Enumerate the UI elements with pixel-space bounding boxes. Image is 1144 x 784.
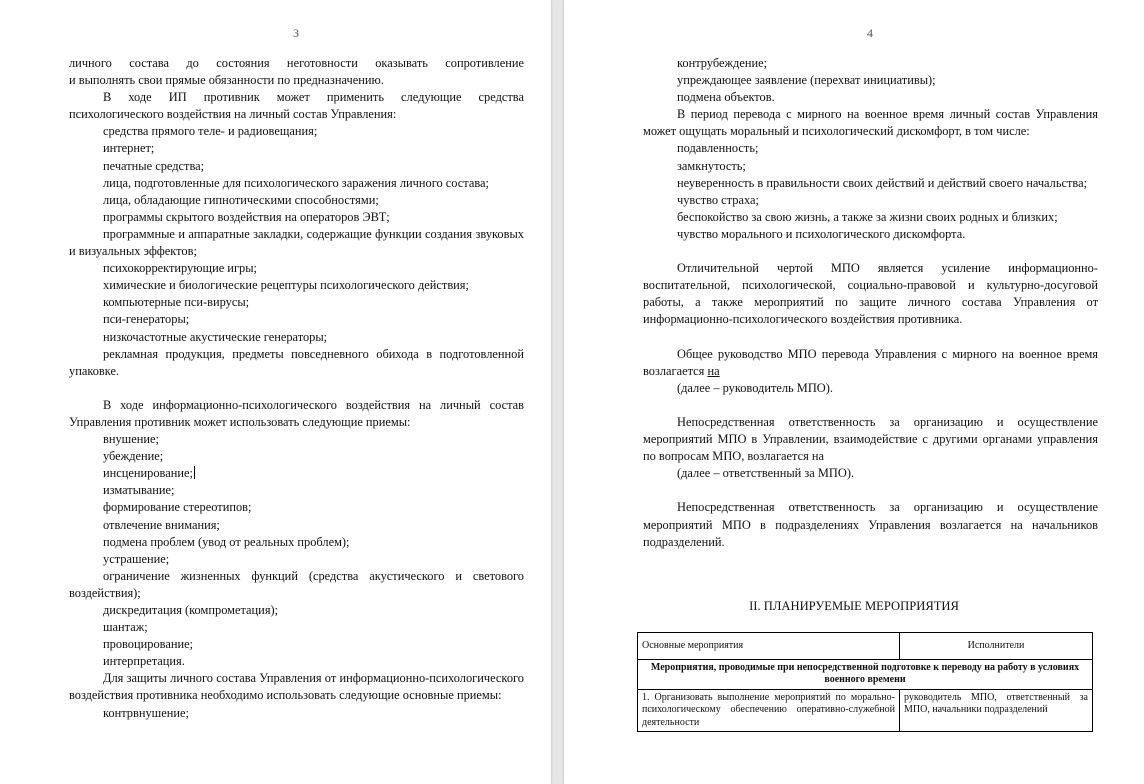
paragraph-mpo-feature: Отличительной чертой МПО является усиление информационно-воспитательной, психологической, социально-правовой и культурно-досуговой работы, а также мероприятий по защите личного состава Управления от информационно-психологического воздействия противника.	[643, 261, 1098, 327]
page-body	[69, 55, 524, 722]
table-cell: 1. Организовать выполнение мероприятий по морально-психологическому обеспечению оперативно-служебной деятельности	[638, 689, 900, 731]
table-section-cell: Мероприятия, проводимые при непосредственной подготовке к переводу на работу в условиях военного времени	[638, 660, 1093, 690]
table-header-row	[638, 633, 1093, 660]
paragraph-protection-intro: Для защиты личного состава Управления от информационно-психологического воздействия противника необходимо использовать следующие основные приемы:	[69, 671, 524, 703]
list-item: интерпретация.	[103, 654, 185, 669]
paragraph-techniques-intro: В ходе информационно-психологического воздействия на личный состав Управления противник может использовать следующие приемы:	[69, 397, 524, 429]
document-page-3	[0, 0, 551, 784]
list-item: компьютерные пси-вирусы;	[103, 295, 250, 310]
section-heading: II. ПЛАНИРУЕМЫЕ МЕРОПРИЯТИЯ	[749, 599, 959, 613]
text-line: и выполнять свои прямые обязанности по предназначению.	[69, 73, 384, 88]
text-cursor	[194, 466, 195, 479]
list-item: упреждающее заявление (перехват инициативы);	[677, 73, 936, 88]
list-item: внушение;	[103, 432, 159, 447]
list-item: неуверенность в правильности своих действий и действий своего начальства;	[677, 175, 1088, 190]
list-item: убеждение;	[103, 449, 164, 464]
list-item: устрашение;	[103, 551, 170, 566]
list-item: печатные средства;	[103, 158, 205, 173]
paragraph-means-intro: В ходе ИП противник может применить следующие средства психологического воздействия на личный состав Управления:	[69, 90, 524, 122]
list-item: формирование стереотипов;	[103, 500, 252, 515]
paragraph-text: Общее руководство МПО перевода Управления с мирного на военное время возлагается	[643, 346, 1098, 378]
list-item: ограничение жизненных функций (средства акустического и светового воздействия);	[69, 568, 524, 600]
document-page-4	[564, 0, 1144, 784]
list-item: дискредитация (компрометация);	[103, 603, 279, 617]
list-item: изматывание;	[103, 483, 175, 498]
list-item: замкнутость;	[677, 158, 746, 173]
list-item: лица, подготовленные для психологического заражения личного состава;	[103, 175, 489, 190]
paragraph-subdivisions-responsibility: Непосредственная ответственность за организацию и осуществление мероприятий МПО в подразделениях Управления возлагается на начальников подразделений.	[643, 500, 1098, 549]
list-item: отвлечение внимания;	[103, 517, 220, 532]
list-item: психокорректирующие игры;	[103, 261, 257, 276]
list-item: программы скрытого воздействия на операторов ЭВТ;	[103, 209, 390, 224]
table-cell: руководитель МПО, ответственный за МПО, начальники подразделений	[900, 689, 1093, 731]
list-item: лица, обладающие гипнотическими способностями;	[103, 192, 379, 207]
list-item: интернет;	[103, 141, 155, 156]
list-item: контрвнушение;	[103, 705, 189, 720]
list-item: рекламная продукция, предметы повседневного обихода в подготовленной упаковке.	[69, 346, 524, 378]
list-item-text: инсценирование;	[103, 466, 193, 481]
list-item: чувство страха;	[677, 192, 759, 207]
paragraph-general-management	[643, 346, 1098, 380]
paragraph-continuation: (далее – ответственный за МПО).	[677, 466, 855, 481]
page-body	[643, 55, 1098, 551]
list-item: низкочастотные акустические генераторы;	[103, 329, 328, 344]
paragraph-continuation: (далее – руководитель МПО).	[677, 380, 833, 395]
table-header-cell: Исполнители	[900, 633, 1093, 660]
underlined-word: на	[707, 363, 720, 378]
list-item-with-cursor[interactable]	[69, 465, 524, 482]
list-item: пси-генераторы;	[103, 312, 190, 327]
text-line: личного состава до состояния неготовности оказывать сопротивление	[69, 56, 524, 70]
table-row	[638, 689, 1093, 731]
list-item: программные и аппаратные закладки, содержащие функции создания звуковых и визуальных эффектов;	[69, 226, 524, 259]
list-item: химические и биологические рецептуры психологического действия;	[103, 278, 469, 293]
list-item: подавленность;	[677, 141, 759, 156]
list-item: шантаж;	[103, 620, 148, 635]
list-item: контрубеждение;	[677, 56, 768, 70]
page-number: 4	[867, 26, 873, 40]
list-item: провоцирование;	[103, 637, 194, 652]
paragraph-discomfort-intro: В период перевода с мирного на военное время личный состав Управления может ощущать моральный и психологический дискомфорт, в том числе:	[643, 107, 1098, 139]
plan-table	[637, 632, 1093, 732]
list-item: чувство морального и психологического дискомфорта.	[677, 226, 966, 241]
list-item: средства прямого теле- и радиовещания;	[103, 124, 318, 139]
page-number: 3	[293, 26, 299, 40]
table-section-row	[638, 660, 1093, 690]
table-header-cell: Основные мероприятия	[638, 633, 900, 660]
list-item: подмена проблем (увод от реальных проблем);	[103, 534, 350, 549]
list-item: подмена объектов.	[677, 90, 775, 105]
list-item: беспокойство за свою жизнь, а также за жизни своих родных и близких;	[677, 209, 1058, 224]
paragraph-direct-responsibility: Непосредственная ответственность за организацию и осуществление мероприятий МПО в Управлении, взаимодействие с другими органами управления по вопросам МПО, возлагается на	[643, 414, 1098, 464]
